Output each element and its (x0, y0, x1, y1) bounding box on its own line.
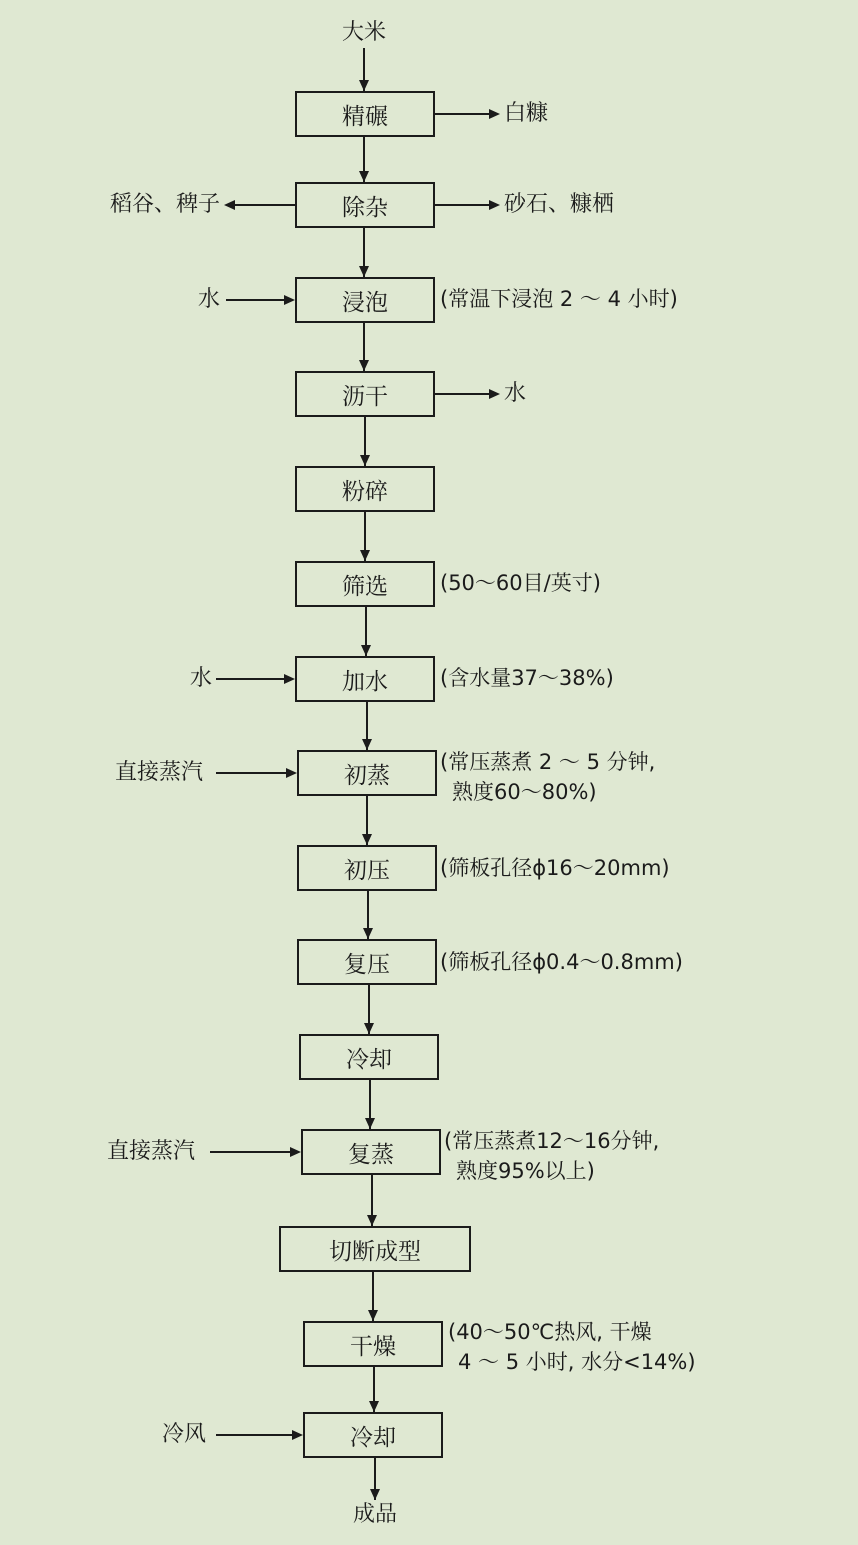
side-arrow-water-in-1 (284, 295, 295, 305)
connector-11-arrowhead (365, 1118, 375, 1129)
connector-2-arrowhead (359, 266, 369, 277)
step-box-second-press: 复压 (297, 939, 437, 985)
note-dry-2: 4 ～ 5 小时, 水分<14%) (458, 1350, 696, 1374)
side-arrow-water-out (489, 389, 500, 399)
step-box-drain: 沥干 (295, 371, 435, 417)
note-dry-1: (40～50℃热风, 干燥 (448, 1320, 652, 1344)
step-box-dry: 干燥 (303, 1321, 443, 1367)
byproduct-husks-weeds: 稻谷、稗子 (110, 192, 221, 217)
step-box-cut-shape: 切断成型 (279, 1226, 471, 1272)
step-box-cool-1: 冷却 (299, 1034, 439, 1080)
input-water-add: 水 (190, 666, 213, 691)
side-arrow-steam-2 (290, 1147, 301, 1157)
input-steam-second: 直接蒸汽 (107, 1139, 196, 1164)
step-box-crush: 粉碎 (295, 466, 435, 512)
connector-5-arrowhead (360, 550, 370, 561)
step-box-sieve: 筛选 (295, 561, 435, 607)
note-first-steam-2: 熟度60～80%) (452, 780, 597, 804)
note-second-steam-2: 熟度95%以上) (456, 1159, 595, 1183)
side-arrow-water-in-2 (284, 674, 295, 684)
step-box-second-steam: 复蒸 (301, 1129, 441, 1175)
side-arrow-steam-1 (286, 768, 297, 778)
side-arrow-bran (489, 109, 500, 119)
connector-14-arrowhead (369, 1401, 379, 1412)
connector-8-arrowhead (362, 834, 372, 845)
connector-12-arrowhead (367, 1215, 377, 1226)
step-box-refine: 精碾 (295, 91, 435, 137)
connector-7-arrowhead (362, 739, 372, 750)
side-arrow-husks (224, 200, 235, 210)
connector-9-arrowhead (363, 928, 373, 939)
side-arrow-cold-air (292, 1430, 303, 1440)
note-first-press: (筛板孔径ϕ16～20mm) (440, 856, 670, 880)
connector-input-arrowhead (359, 80, 369, 91)
connector-10-arrowhead (364, 1023, 374, 1034)
side-arrow-stones (489, 200, 500, 210)
note-add-water: (含水量37～38%) (440, 666, 614, 690)
note-sieve: (50～60目/英寸) (440, 571, 601, 595)
note-first-steam-1: (常压蒸煮 2 ～ 5 分钟, (440, 750, 656, 774)
input-steam-first: 直接蒸汽 (115, 760, 204, 785)
note-soak: (常温下浸泡 2 ～ 4 小时) (440, 287, 678, 311)
step-box-cool-2: 冷却 (303, 1412, 443, 1458)
step-box-add-water: 加水 (295, 656, 435, 702)
connector-1-arrowhead (359, 171, 369, 182)
output-label: 成品 (353, 1502, 398, 1527)
connector-4-arrowhead (360, 455, 370, 466)
connector-13-arrowhead (368, 1310, 378, 1321)
note-second-steam-1: (常压蒸煮12～16分钟, (444, 1129, 660, 1153)
step-box-first-press: 初压 (297, 845, 437, 891)
input-cold-air: 冷风 (162, 1422, 207, 1447)
connector-output-arrowhead (370, 1489, 380, 1500)
connector-3-arrowhead (359, 360, 369, 371)
step-box-first-steam: 初蒸 (297, 750, 437, 796)
output-water-drain: 水 (504, 381, 527, 406)
step-box-soak: 浸泡 (295, 277, 435, 323)
byproduct-bran: 白糠 (504, 101, 549, 126)
connector-6-arrowhead (361, 645, 371, 656)
input-water-soak: 水 (198, 287, 221, 312)
input-label: 大米 (342, 20, 387, 45)
step-box-remove-impurities: 除杂 (295, 182, 435, 228)
note-second-press: (筛板孔径ϕ0.4～0.8mm) (440, 950, 683, 974)
byproduct-stones: 砂石、糠栖 (504, 192, 615, 217)
